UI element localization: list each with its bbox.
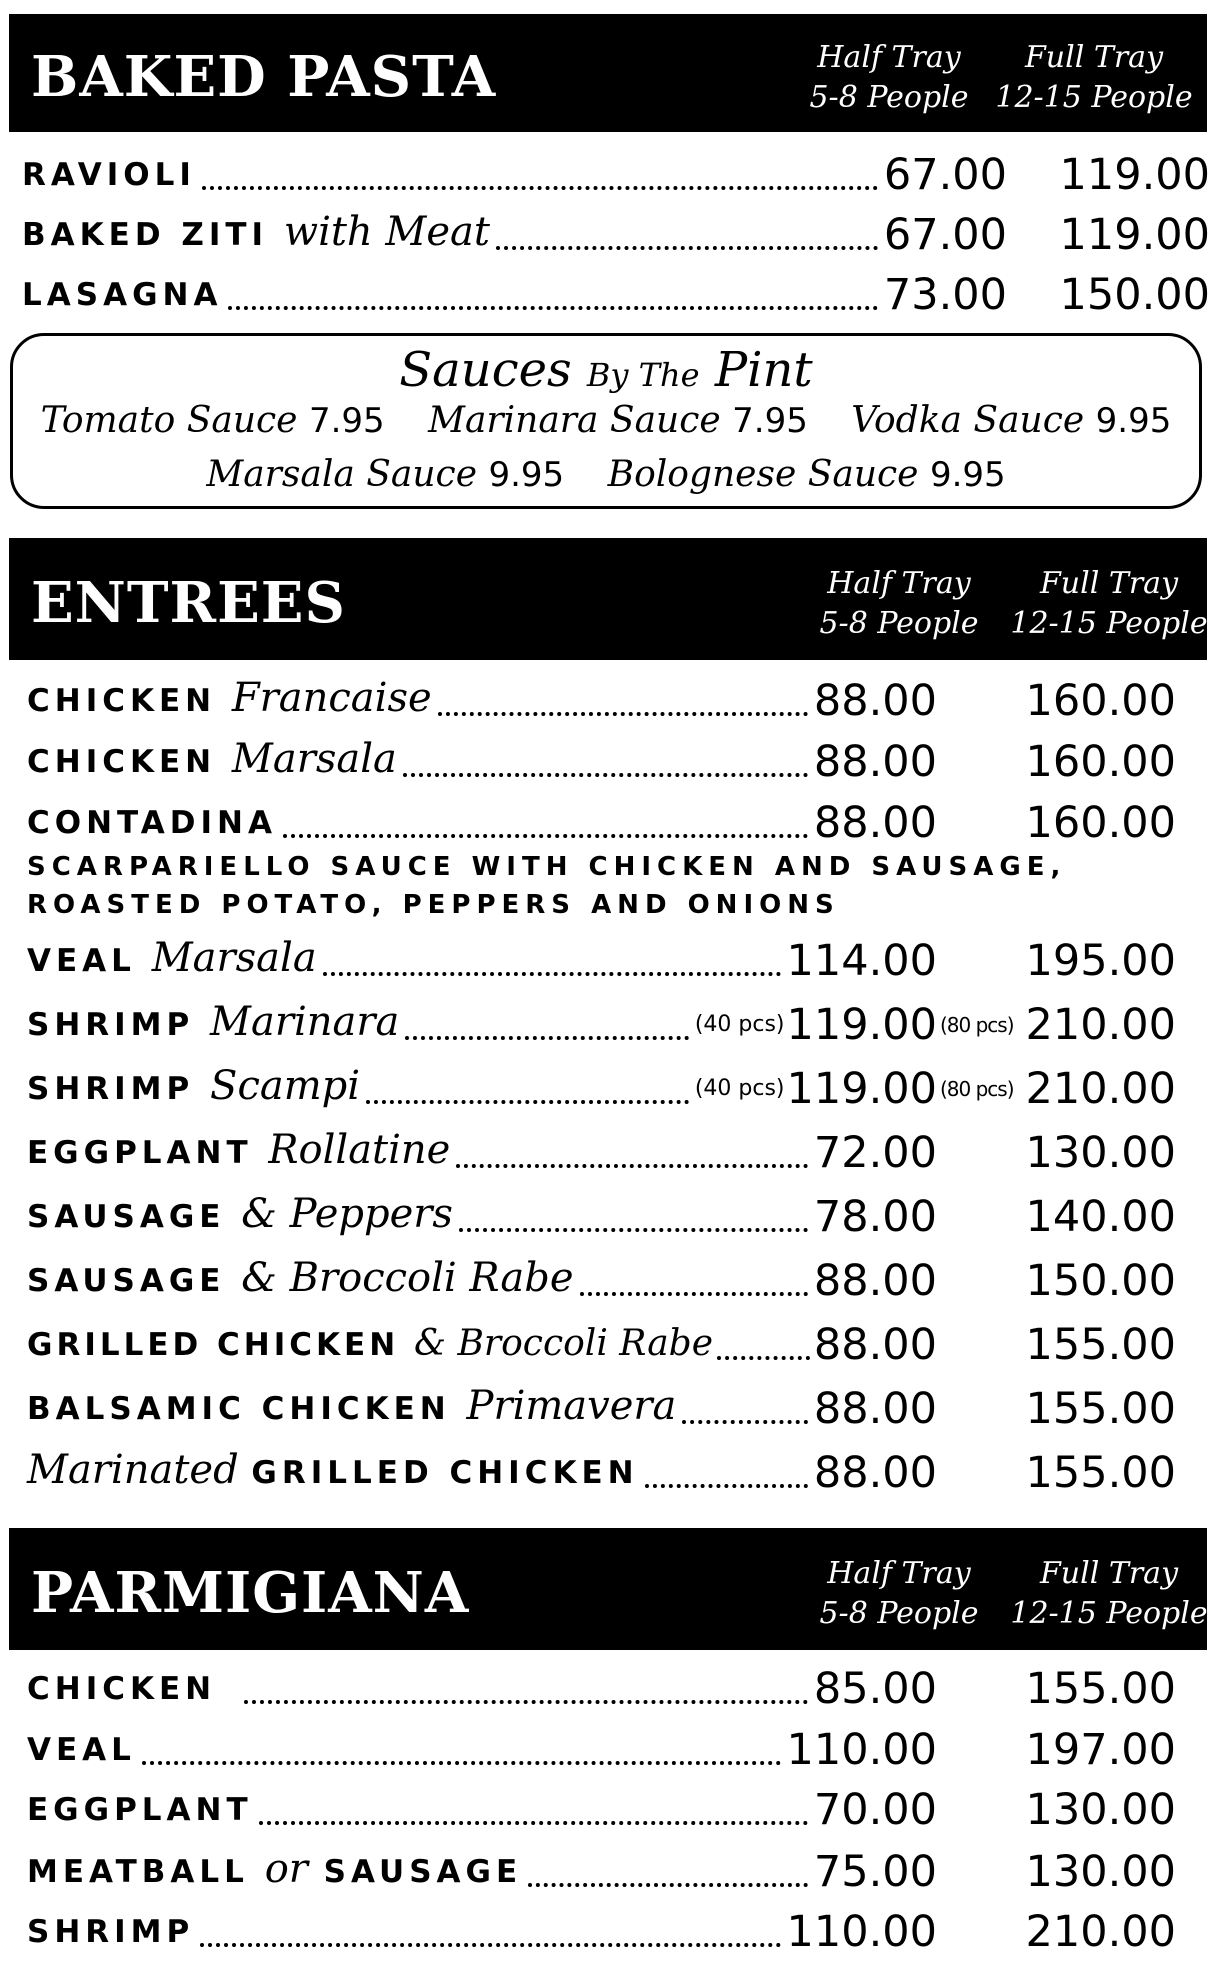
half-price: 110.00 <box>786 1725 937 1775</box>
half-price: 88.00 <box>813 1320 937 1370</box>
half-price: 72.00 <box>813 1128 937 1178</box>
half-price: 88.00 <box>813 737 937 787</box>
item-name: GRILLED CHICKEN & Broccoli Rabe <box>27 1323 714 1364</box>
item-name: EGGPLANT Rollatine <box>27 1127 451 1173</box>
half-price: 78.00 <box>813 1192 937 1242</box>
full-price: 150.00 <box>1025 1256 1176 1306</box>
section-title: BAKED PASTA <box>31 44 497 110</box>
full-price: 130.00 <box>1025 1785 1176 1835</box>
menu-item-baked-ziti <box>22 206 1007 264</box>
half-tray-header: Half Tray 5-8 People <box>809 40 969 115</box>
section-title: PARMIGIANA <box>31 1560 470 1626</box>
full-price: 160.00 <box>1025 798 1176 848</box>
full-price: 195.00 <box>1025 936 1176 986</box>
menu-item-chicken-marsala <box>27 733 937 791</box>
item-name: MEATBALL or SAUSAGE <box>27 1846 523 1892</box>
item-name: CHICKEN Francaise <box>27 675 432 721</box>
sauce-item: Bolognese Sauce 9.95 <box>607 454 1006 495</box>
full-tray-header: Full Tray 12-15 People <box>1010 566 1208 641</box>
sauces-box <box>10 333 1202 509</box>
item-description: ROASTED POTATO, PEPPERS AND ONIONS <box>27 890 840 920</box>
dot-leader <box>459 1228 808 1232</box>
parmigiana-header <box>9 1528 1207 1650</box>
menu-item-eggplant-rollatine <box>27 1124 937 1182</box>
dot-leader <box>259 1821 808 1825</box>
menu-item-grilled-chicken-broccoli-rabe <box>27 1316 937 1374</box>
half-price: 88.00 <box>813 798 937 848</box>
full-price: 119.00 <box>1059 150 1210 200</box>
item-name: SAUSAGE & Broccoli Rabe <box>27 1255 574 1301</box>
full-price: 197.00 <box>1025 1725 1176 1775</box>
full-tray-header: Full Tray 12-15 People <box>1010 1556 1208 1631</box>
dot-leader <box>717 1356 810 1360</box>
half-price: 88.00 <box>813 1256 937 1306</box>
full-price: 130.00 <box>1025 1847 1176 1897</box>
sauce-item: Vodka Sauce 9.95 <box>851 400 1172 441</box>
baked-pasta-header <box>9 14 1207 132</box>
full-pieces: (80 pcs) <box>940 1077 1014 1101</box>
half-tray-header: Half Tray 5-8 People <box>819 1556 979 1631</box>
item-name: CHICKEN <box>27 1671 217 1707</box>
entrees-header <box>9 538 1207 660</box>
half-price: 114.00 <box>786 936 937 986</box>
item-name: SHRIMP Scampi <box>27 1063 361 1109</box>
full-pieces: (80 pcs) <box>940 1013 1014 1037</box>
full-price: 160.00 <box>1025 676 1176 726</box>
menu-item-balsamic-chicken-primavera <box>27 1380 937 1438</box>
full-price: 119.00 <box>1059 210 1210 260</box>
menu-item-contadina <box>27 794 937 852</box>
dot-leader <box>438 712 808 716</box>
dot-leader <box>228 306 877 310</box>
menu-item-lasagna <box>22 266 1007 324</box>
item-name: Marinated GRILLED CHICKEN <box>27 1447 639 1493</box>
half-price: 119.00 <box>786 1000 937 1050</box>
half-price: 119.00 <box>786 1064 937 1114</box>
dot-leader <box>580 1292 808 1296</box>
dot-leader <box>200 1943 780 1947</box>
menu-item-meatball-sausage-parm <box>27 1843 937 1901</box>
menu-item-sausage-peppers <box>27 1188 937 1246</box>
dot-leader <box>496 246 878 250</box>
full-price: 155.00 <box>1025 1448 1176 1498</box>
menu-item-sausage-broccoli-rabe <box>27 1252 937 1310</box>
menu-item-ravioli <box>22 146 1007 204</box>
menu-item-shrimp-marinara <box>27 996 937 1054</box>
dot-leader <box>366 1100 689 1104</box>
item-name: SHRIMP <box>27 1914 195 1950</box>
dot-leader <box>283 834 808 838</box>
full-price: 210.00 <box>1025 1064 1176 1114</box>
half-price: 67.00 <box>883 210 1007 260</box>
dot-leader <box>645 1484 808 1488</box>
sauces-line-1 <box>13 400 1199 441</box>
menu-item-marinated-grilled-chicken <box>27 1444 937 1502</box>
dot-leader <box>528 1883 808 1887</box>
item-name: BALSAMIC CHICKEN Primavera <box>27 1383 677 1429</box>
item-name: CHICKEN Marsala <box>27 736 397 782</box>
half-price: 88.00 <box>813 676 937 726</box>
section-title: ENTREES <box>31 570 346 636</box>
full-price: 210.00 <box>1025 1000 1176 1050</box>
dot-leader <box>405 1036 689 1040</box>
item-name: BAKED ZITI with Meat <box>22 209 490 255</box>
dot-leader <box>142 1761 781 1765</box>
sauce-item: Marinara Sauce 7.95 <box>428 400 808 441</box>
full-price: 155.00 <box>1025 1320 1176 1370</box>
menu-item-shrimp-scampi <box>27 1060 937 1118</box>
sauces-title: Sauces By The Pint <box>399 342 813 398</box>
half-price: 88.00 <box>813 1448 937 1498</box>
menu-item-shrimp-parm <box>27 1903 937 1961</box>
item-name: EGGPLANT <box>27 1792 253 1828</box>
half-pieces: (40 pcs) <box>694 1012 785 1037</box>
item-name: VEAL <box>27 1732 136 1768</box>
item-name: SAUSAGE & Peppers <box>27 1191 453 1237</box>
item-description: SCARPARIELLO SAUCE WITH CHICKEN AND SAUSAGE, <box>27 852 1067 882</box>
item-name: RAVIOLI <box>22 157 196 193</box>
item-name: CONTADINA <box>27 805 277 841</box>
half-price: 110.00 <box>786 1907 937 1957</box>
dot-leader <box>244 1700 808 1704</box>
full-price: 155.00 <box>1025 1384 1176 1434</box>
full-price: 160.00 <box>1025 737 1176 787</box>
sauces-line-2 <box>13 454 1199 495</box>
dot-leader <box>403 773 808 777</box>
full-price: 155.00 <box>1025 1664 1176 1714</box>
item-name: VEAL Marsala <box>27 935 317 981</box>
full-price: 130.00 <box>1025 1128 1176 1178</box>
dot-leader <box>202 186 878 190</box>
menu-item-veal-parm <box>27 1721 937 1779</box>
half-pieces: (40 pcs) <box>694 1076 785 1101</box>
half-price: 88.00 <box>813 1384 937 1434</box>
item-name: SHRIMP Marinara <box>27 999 400 1045</box>
half-price: 85.00 <box>813 1664 937 1714</box>
full-tray-header: Full Tray 12-15 People <box>995 40 1193 115</box>
sauce-item: Tomato Sauce 7.95 <box>40 400 385 441</box>
full-price: 210.00 <box>1025 1907 1176 1957</box>
sauce-item: Marsala Sauce 9.95 <box>206 454 565 495</box>
full-price: 140.00 <box>1025 1192 1176 1242</box>
dot-leader <box>323 972 781 976</box>
full-price: 150.00 <box>1059 270 1210 320</box>
half-price: 73.00 <box>883 270 1007 320</box>
half-price: 75.00 <box>813 1847 937 1897</box>
half-tray-header: Half Tray 5-8 People <box>819 566 979 641</box>
item-name: LASAGNA <box>22 277 223 313</box>
half-price: 67.00 <box>883 150 1007 200</box>
dot-leader <box>456 1164 808 1168</box>
menu-item-chicken-francaise <box>27 672 937 730</box>
menu-item-veal-marsala <box>27 932 937 990</box>
half-price: 70.00 <box>813 1785 937 1835</box>
menu-item-eggplant-parm <box>27 1781 937 1839</box>
menu-item-chicken-parm <box>27 1660 937 1718</box>
dot-leader <box>682 1420 808 1424</box>
